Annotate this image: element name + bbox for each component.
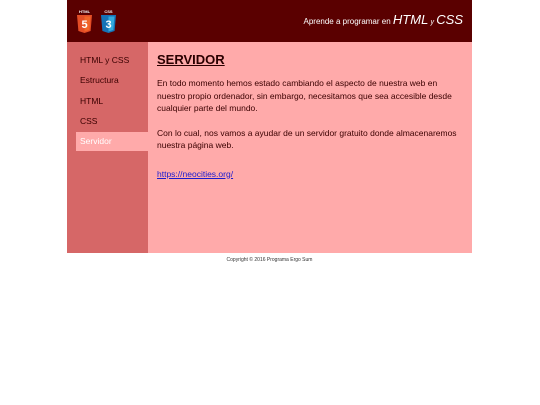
sidebar-item-html[interactable]: HTML <box>80 95 104 106</box>
tagline <box>304 12 464 27</box>
html5-icon <box>76 8 93 34</box>
footer-copyright: Copyright © 2016 Programa Ergo Sum <box>226 257 313 263</box>
tagline-css: CSS <box>436 12 463 27</box>
css3-icon <box>100 8 117 34</box>
body <box>67 42 472 253</box>
neocities-link[interactable]: https://neocities.org/ <box>157 168 234 179</box>
html5-logo-label: HTML <box>78 9 91 14</box>
svg-text:5: 5 <box>81 19 88 31</box>
sidebar-item-css[interactable]: CSS <box>80 115 98 126</box>
sidebar-item-estructura[interactable]: Estructura <box>80 75 119 86</box>
header <box>67 0 472 42</box>
sidebar-item-html-y-css[interactable]: HTML y CSS <box>80 55 130 65</box>
css3-logo-label: CSS <box>104 9 113 14</box>
paragraph-intro: En todo momento hemos estado cambiando el aspecto de nuestra web en nuestro propio ordenador, sin embargo, necesitamos que sea accesible desde cualquier parte del mundo. <box>157 78 452 113</box>
logos <box>76 8 117 34</box>
sidebar <box>67 42 148 253</box>
tagline-html: HTML <box>392 12 429 27</box>
sidebar-item-servidor[interactable]: Servidor <box>76 132 148 151</box>
tagline-prefix: Aprende a programar en <box>303 17 391 26</box>
paragraph-server: Con lo cual, nos vamos a ayudar de un servidor gratuito donde almacenaremos nuestra página web. <box>157 127 457 150</box>
page <box>67 0 472 263</box>
page-title: SERVIDOR <box>157 52 225 67</box>
tagline-y: y <box>430 19 435 26</box>
main-content <box>148 42 472 253</box>
svg-text:3: 3 <box>105 19 112 31</box>
